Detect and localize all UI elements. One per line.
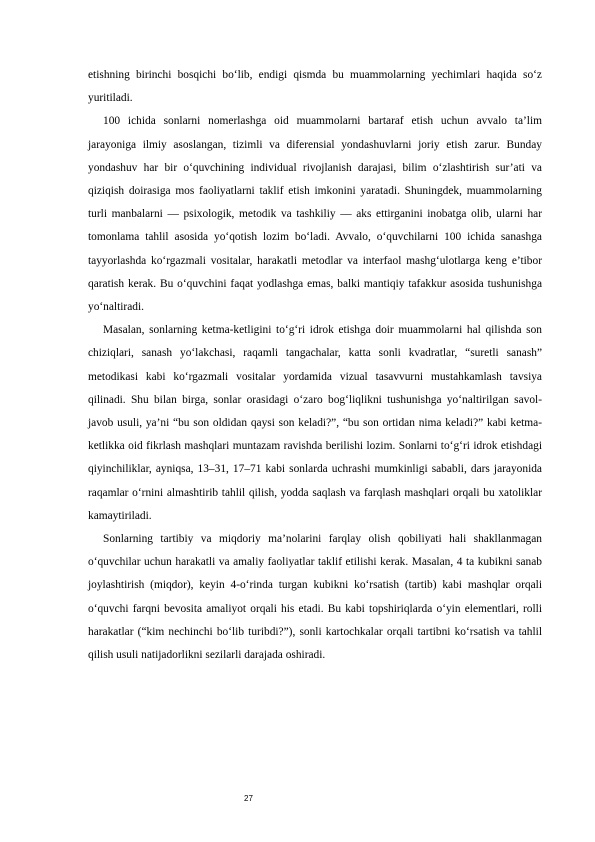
paragraph-numbering-problems: 100 ichida sonlarni nomerlashga oid muammolarni bartaraf etish uchun avvalo ta’lim jarayoniga ilmiy asoslangan, tizimli va diferensial yondashuvlarni joriy etish zarur. Bunday yondashuv har bir o‘quvchining individual rivojlanish darajasi, bilim o‘zlashtirish sur’ati va qiziqish doirasiga mos faoliyatlarni taklif etish imkonini yaratadi. Shuningdek, muammolarning turli manbalarni — psixologik, metodik va tashkiliy — aks ettirganini inobatga olib, ularni har tomonlama tahlil asosida yo‘qotish lozim bo‘ladi. Avvalo, o‘quvchilarni 100 ichida sanashga tayyorlashda ko‘rgazmali vositalar, harakatli metodlar va interfaol mashg‘ulotlarga keng e’tibor qaratish kerak. Bu o‘quvchini faqat yodlashga emas, balki mantiqiy tafakkur asosida tushunishga yo‘naltiradi. (88, 115, 542, 314)
paragraph-sequence-perception: Masalan, sonlarning ketma-ketligini to‘g‘ri idrok etishga doir muammolarni hal qilishda son chiziqlari, sanash yo‘lakchasi, raqamli tangachalar, katta sonli kvadratlar, “suretli sanash” metodikasi kabi ko‘rgazmali vositalar yordamida vizual tasavvurni mustahkamlash tavsiya qilinadi. Shu bilan birga, sonlar orasidagi o‘zaro bog‘liqlikni tushunishga yo‘naltirilgan savol-javob usuli, ya’ni “bu son oldidan qaysi son keladi?”, “bu son ortidan nima keladi?” kabi ketma-ketlikka oid fikrlash mashqlari muntazam ravishda berilishi lozim. Sonlarni to‘g‘ri idrok etishdagi qiyinchiliklar, ayniqsa, 13–31, 17–71 kabi sonlarda uchrashi mumkinligi sababli, dars jarayonida raqamlar o‘rnini almashtirib tahlil qilish, yodda saqlash va farqlash mashqlari orqali bu xatoliklar kamaytiriladi. (88, 324, 542, 522)
paragraph-continuation: etishning birinchi bosqichi bo‘lib, endigi qismda bu muammolarning yechimlari haqida so‘z yuritiladi. (88, 69, 542, 105)
document-page (88, 64, 542, 667)
paragraph-ordinal-quantitative: Sonlarning tartibiy va miqdoriy ma’nolarini farqlay olish qobiliyati hali shakllanmagan o‘quvchilar uchun harakatli va amaliy faoliyatlar taklif etilishi kerak. Masalan, 4 ta kubikni sanab joylashtirish (miqdor), keyin 4-o‘rinda turgan kubikni ko‘rsatish (tartib) kabi mashqlar orqali o‘quvchi farqni bevosita amaliyot orqali his etadi. Bu kabi topshiriqlarda o‘yin elementlari, rolli harakatlar (“kim nechinchi bo‘lib turibdi?”), sonli kartochkalar orqali tartibni ko‘rsatish va tahlil qilish usuli natijadorlikni sezilarli darajada oshiradi. (88, 533, 542, 662)
page-number: 27 (244, 794, 253, 803)
